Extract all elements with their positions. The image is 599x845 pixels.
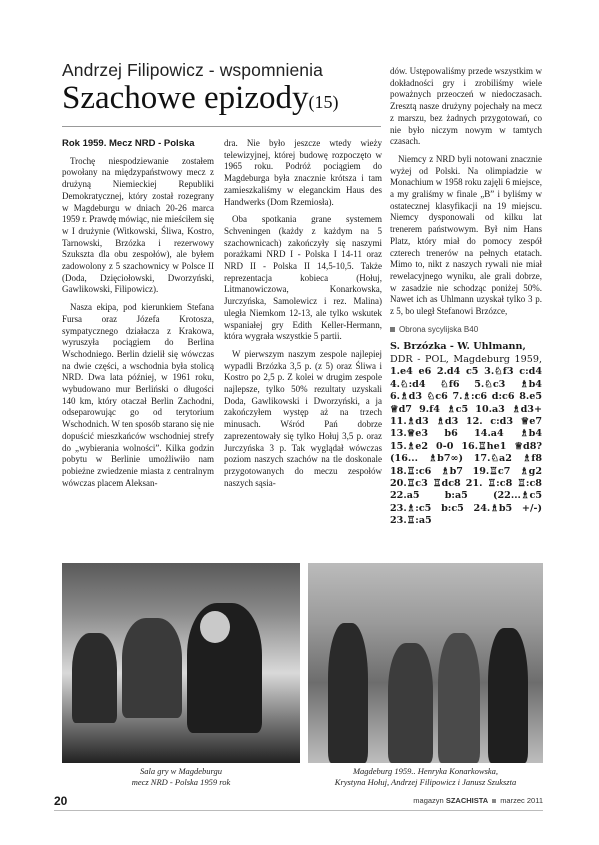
header-divider [62, 126, 381, 127]
chess-game-notation [390, 341, 542, 527]
caption-line: Sala gry w Magdeburgu [139, 766, 223, 776]
page-number: 20 [54, 794, 68, 808]
opening-label [390, 324, 542, 336]
caption-line: Magdeburg 1959.. Henryka Konarkowska, [352, 766, 499, 776]
photo-playing-hall [62, 563, 300, 763]
paragraph: Trochę niespodziewanie zostałem powołany na międzypaństwowy mecz z drużyną Niemieckiej Republiki Demokratycznej, który został rozegrany w Magdeburgu w dniach 20-26 marca 1959 r. Prawdę mówiąc, nie mieściłem się w I drużynie (Witkowski, Śliwa, Kostro, Tarnowski, Brzózka i rezerwowy Szukszta dla obu zespołów), ale byłem zadowolony z 5 szachownicy w Polsce II (Doda, Dzięciołowski, Dworzyński, Gawlikowski, Filipowicz). [62, 155, 214, 295]
separator-square-icon [492, 799, 496, 803]
footer-prefix: magazyn [413, 796, 444, 805]
text-column-3 [390, 66, 542, 528]
game-moves: 1.e4 e6 2.d4 c5 3.♘f3 c:d4 4.♘:d4 ♘f6 5.♘c3 ♗b4 6.♗d3 ♘c6 7.♗:c6 d:c6 8.e5 ♕d7 9.f4 ♗c5 10.a3 ♗d3+ 11.♗d3 ♗d3 12. c:d3 ♕e7 13.♕e3 b6 14.a4 ♗b4 15.♗e2 0-0 16.♖he1 ♕d8? (16... ♗b7∞) 17.♘a2 ♗f8 18.♖:c6 ♗b7 19.♖c7 ♗g2 20.♖c3 ♖dc8 21. ♖:c8 ♖:c8 22.a5 b:a5 (22...♗c5 23.♗:c5 b:c5 24.♗b5 +/-) 23.♖:a5 [390, 366, 542, 527]
text-column-2 [224, 138, 382, 495]
article-title [62, 80, 392, 117]
text-column-1 [62, 138, 214, 495]
article-subtitle: Andrzej Filipowicz - wspomnienia [62, 60, 323, 80]
photo-figure [122, 618, 182, 718]
footer-masthead [350, 796, 543, 805]
caption-line: mecz NRD - Polska 1959 rok [131, 776, 231, 787]
bullet-square-icon [390, 327, 395, 332]
game-meta: DDR - POL, Magdeburg 1959, [390, 353, 542, 365]
photo-caption-1 [62, 766, 300, 787]
photo-figure [200, 611, 230, 643]
photo-figure [438, 633, 480, 763]
footer-magazine-name: SZACHISTA [445, 796, 489, 805]
paragraph: Oba spotkania grane systemem Schveningen (każdy z każdym na 5 szachownicach) zakończyły się naszymi porażkami NRD I - Polska I 14-11 oraz NRD II - Polska II 14,5-10,5. Także reprezentacja kobieca (Hołuj, Litmanowiczowa, Konarkowska, Jurczyńska, Samolewicz i rez. Malina) uległa Niemkom 12-13, ale tylko wskutek wspaniałej gry Edith Keller-Hermann, która wygrała wszystkie 5 partii. [224, 214, 382, 342]
photo-figure [328, 623, 368, 763]
title-episode-number: (15) [308, 92, 339, 112]
paragraph: dów. Ustępowaliśmy przede wszystkim w dokładności gry i zrobiliśmy wiele poważnych przeoczeń w niedoczasach. Zresztą nasze drużyny pojechały na mecz z marszu, bez żadnych przygotowań, co nie było niczym nowym w tamtych czasach. [390, 66, 542, 147]
section-heading: Rok 1959. Mecz NRD - Polska [62, 138, 195, 149]
footer-divider [54, 810, 543, 811]
paragraph: Niemcy z NRD byli notowani znacznie wyżej od Polski. Na olimpiadzie w Monachium w 1958 roku zajęli 6 miejsce, a my graliśmy w finale „B” i byliśmy w ostatecznej klasyfikacji na 19 miejscu. Niemcy dysponowali od kilku lat trenerem państwowym. Był nim Hans Platz, który miał do pomocy zespół czterech trenerów na pełnych etatach. Mimo to, nikt z naszych rywali nie miał rewelacyjnego wyniku, ale grali dobrze, w zasadzie nie schodząc poniżej 50%. Nawet ich as Uhlmann uzyskał tylko 3 p. z 5, bo uległ Stefanowi Brzózce, [390, 153, 542, 317]
paragraph: W pierwszym naszym zespole najlepiej wypadli Brzózka 3,5 p. (z 5) oraz Śliwa i Kostro po 2,5 p. Z kolei w drugim zespole najlepsze, tylko 50% rezultaty uzyskali Doda, Gawlikowski i Dworzyński, a ja zakończyłem występ aż na trzech minusach. Wśród Pań dobrze zaprezentowały się tylko Hołuj 3,5 p. oraz Jurczyńska 3 p. Tak wyglądał wówczas poziom naszych szachów na tle doskonale przygotowanych do meczu zespołów naszych sąsia- [224, 348, 382, 488]
caption-line: Krystyna Hołuj, Andrzej Filipowicz i Janusz Szukszta [334, 776, 517, 787]
footer-issue: marzec 2011 [500, 796, 543, 805]
game-players: S. Brzózka - W. Uhlmann, [390, 341, 526, 353]
photo-figure [72, 633, 117, 723]
photo-figure [488, 628, 528, 763]
paragraph: Nasza ekipa, pod kierunkiem Stefana Fursa oraz Józefa Krotosza, sympatycznego działacza z Krakowa, wyruszyła pociągiem do Berlina Wschodniego. Berlin dzielił się wówczas na dwie części, a wschodnia była stolicą NRD. Dwa lata później, w 1961 roku, wybudowano mur Berliński o długości 140 km, który otaczał Berlin Zachodni, odseparowując go od terytorium Wschodnich. W ten sposób starano się nie dopuścić mieszkańców wschodniej strefy do „wybierania wolności”. Kilka godzin pobytu w Berlinie umożliwiło nam pobieżne zwiedzenie miasta z centralnym wówczas placem Aleksan- [62, 302, 214, 488]
photo-figure [388, 643, 433, 763]
title-text: Szachowe epizody [62, 80, 309, 116]
photo-group-portrait [308, 563, 543, 763]
opening-name: Obrona sycylijska B40 [399, 324, 479, 334]
photo-caption-2 [308, 766, 543, 787]
paragraph: dra. Nie było jeszcze wtedy wieży telewizyjnej, której budowę rozpoczęto w 1965 roku. Podróż pociągiem do Magdeburga była znacznie krótsza i tam zamieszkaliśmy w eleganckim Haus des Handwerks (Dom Rzemiosła). [224, 138, 382, 207]
